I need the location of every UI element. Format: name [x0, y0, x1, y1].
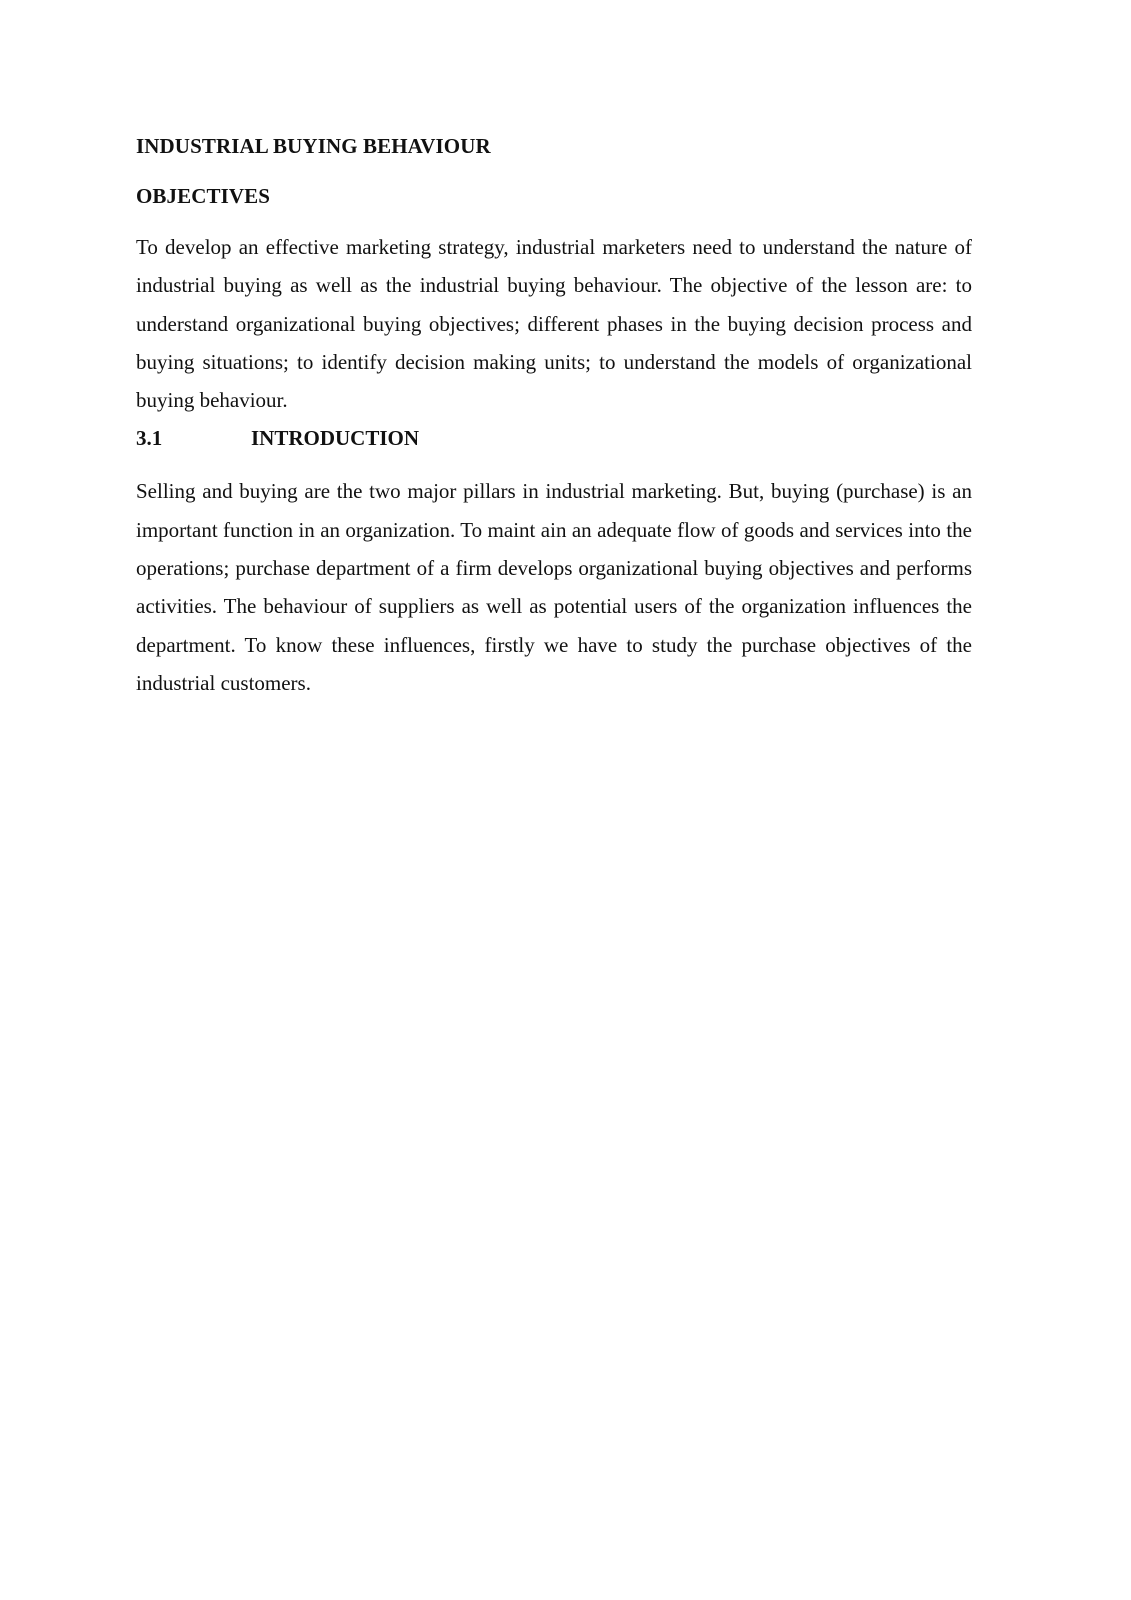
section-heading — [136, 426, 972, 450]
section-title: INTRODUCTION — [251, 426, 420, 451]
objectives-heading: OBJECTIVES — [136, 184, 271, 208]
introduction-paragraph: Selling and buying are the two major pillars in industrial marketing. But, buying (purchase) is an important function in an organization. To maint ain an adequate flow of goods and services into the operations; purchase department of a firm develops organizational buying objectives and performs activities. The behaviour of suppliers as well as potential users of the organization influences the department. To know these influences, firstly we have to study the purchase objectives of the industrial customers. — [136, 479, 972, 695]
section-number: 3.1 — [136, 426, 163, 451]
document-title: INDUSTRIAL BUYING BEHAVIOUR — [136, 134, 491, 158]
page-content — [136, 134, 972, 702]
objectives-paragraph: To develop an effective marketing strategy, industrial marketers need to understand the nature of industrial buying as well as the industrial buying behaviour. The objective of the lesson are: to understand organizational buying objectives; different phases in the buying decision process and buying situations; to identify decision making units; to understand the models of organizational buying behaviour. — [136, 235, 972, 413]
